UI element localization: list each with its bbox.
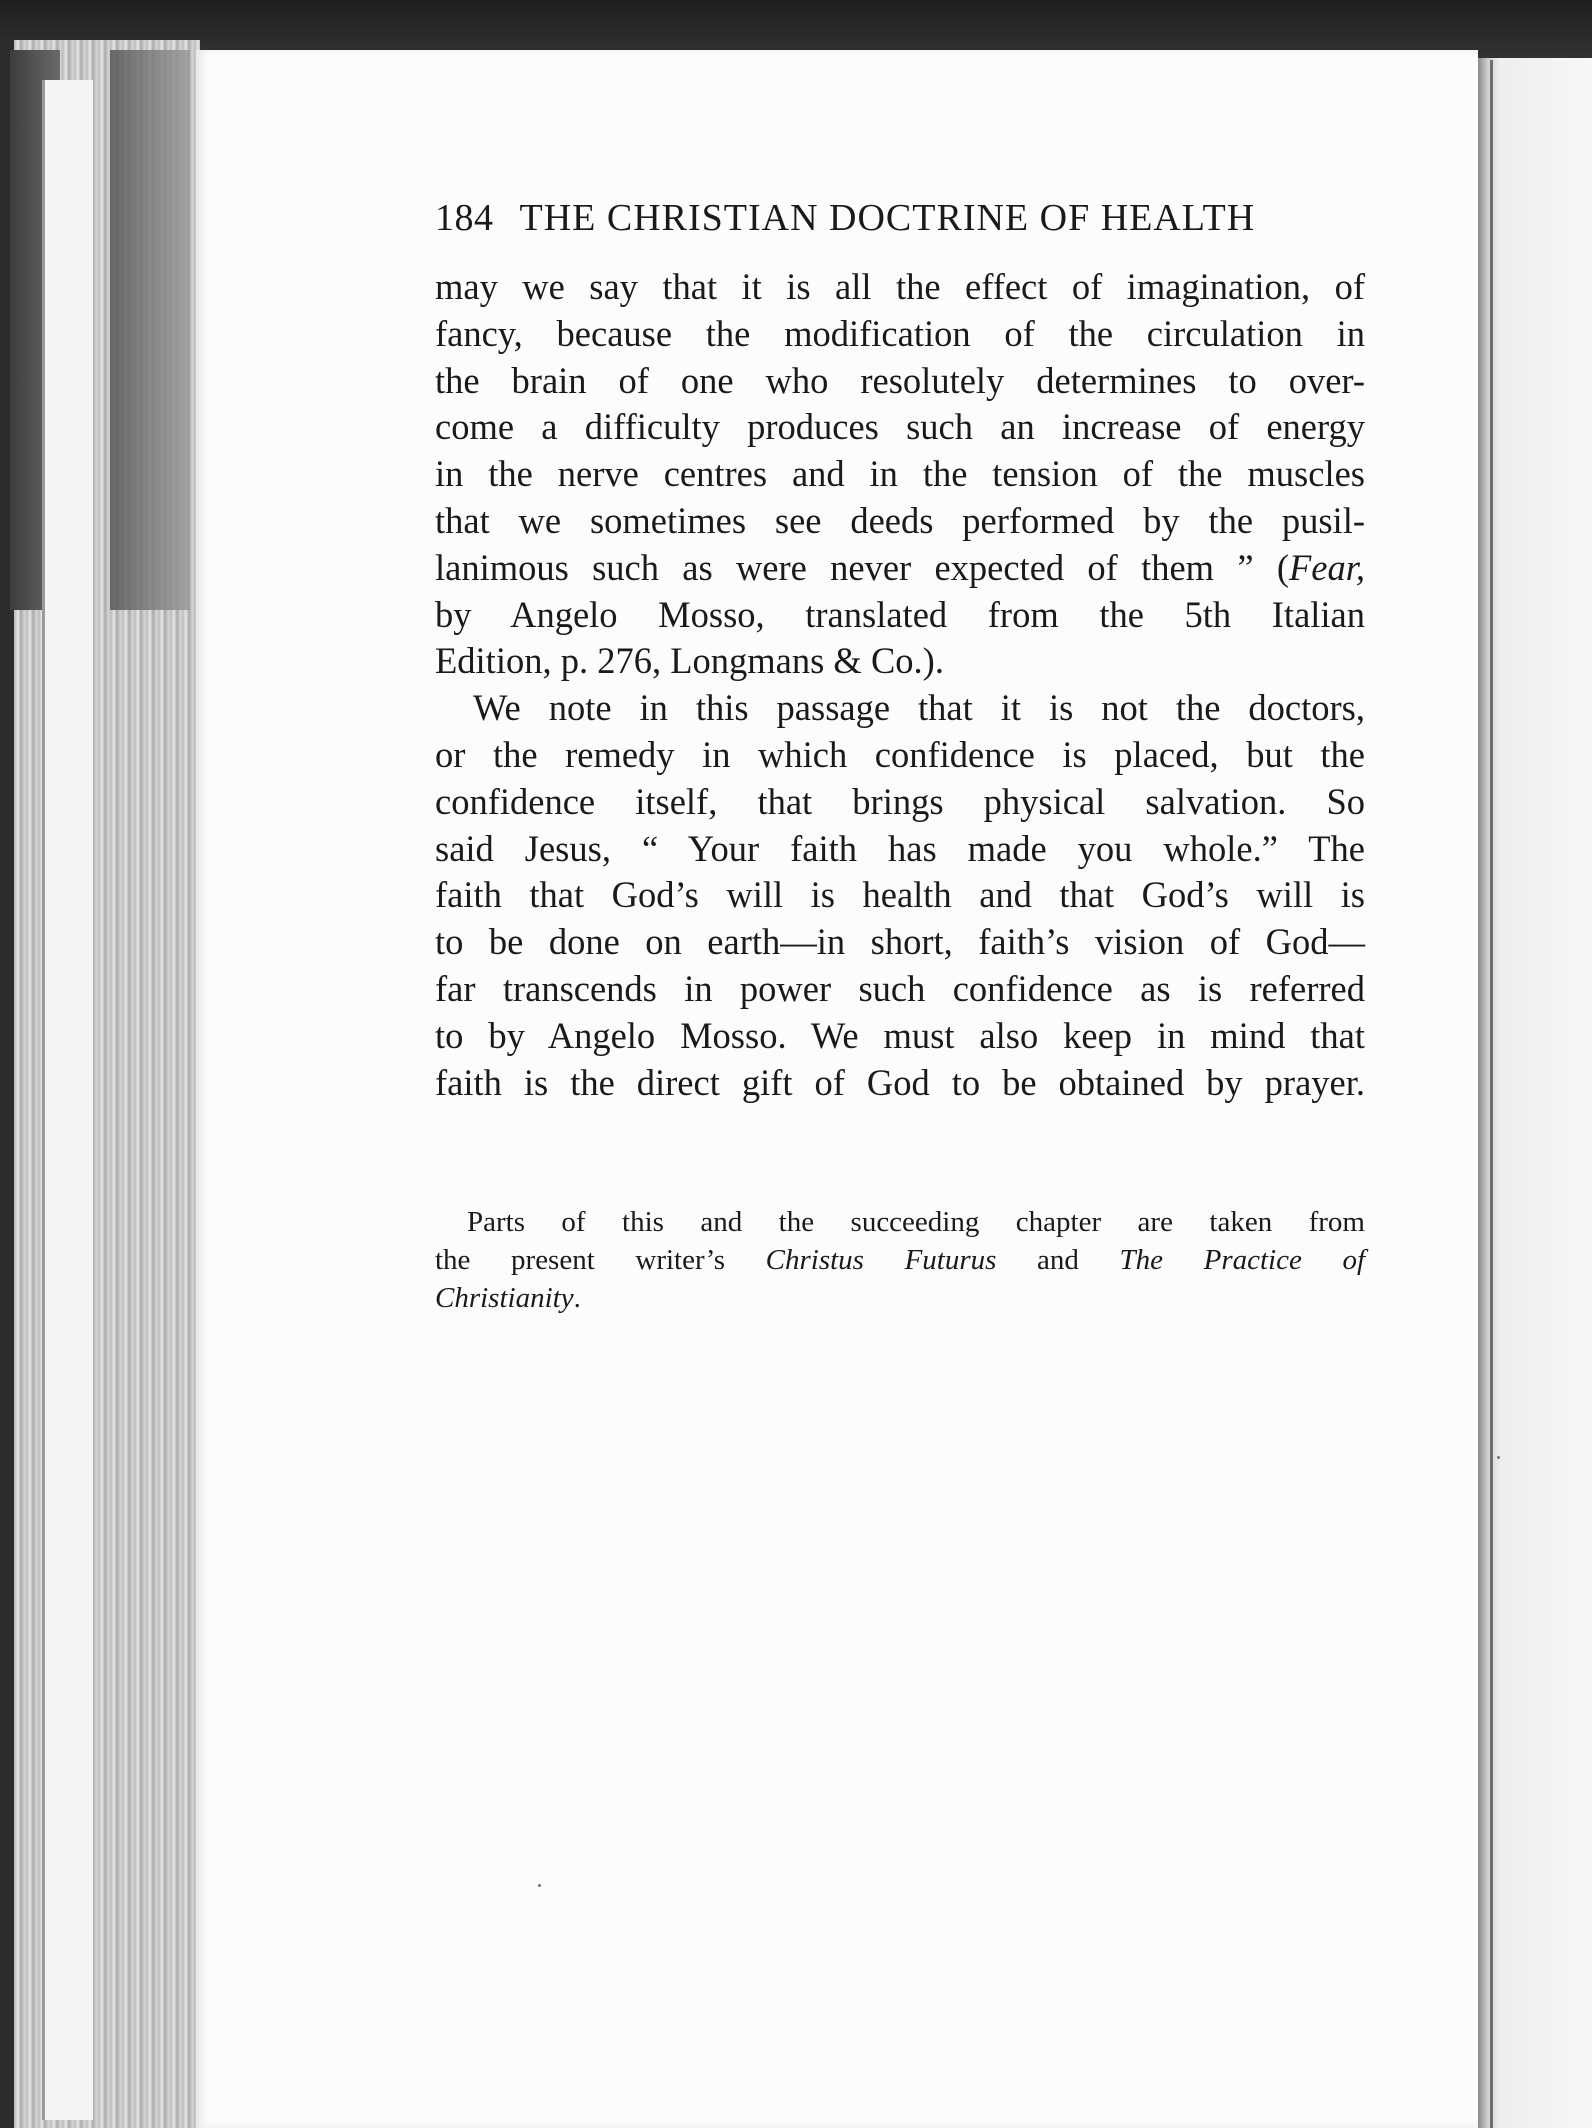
page-edge-shadow: [110, 50, 190, 610]
text-line: faith is the direct gift of God to be obtained by prayer.: [435, 1061, 1365, 1103]
text-line: in the nerve centres and in the tension of the muscles: [435, 453, 1365, 495]
text-fragment: (: [1276, 546, 1289, 588]
paragraph-1: [435, 264, 1365, 685]
paragraph-2: [435, 685, 1365, 1106]
text-fragment: and: [1037, 1244, 1079, 1276]
running-title: THE CHRISTIAN DOCTRINE OF HEALTH: [519, 197, 1256, 239]
footnote-line: Parts of this and the succeeding chapter are taken from: [467, 1206, 1365, 1238]
gutter-line: [1490, 60, 1493, 2128]
scan-speck: [538, 1884, 541, 1887]
text-line: that we sometimes see deeds performed by the pusil-: [435, 499, 1365, 541]
italic-title-practice: The Practice of: [1119, 1244, 1366, 1276]
text-line: by Angelo Mosso, translated from the 5th Italian: [435, 593, 1365, 635]
text-line: confidence itself, that brings physical salvation. So: [435, 780, 1365, 822]
text-fragment: lanimous such as were never expected of them ”: [435, 546, 1254, 588]
text-line: far transcends in power such confidence as is referred: [435, 967, 1365, 1009]
italic-title-christus-futurus: Christus Futurus: [765, 1244, 997, 1276]
text-line: or the remedy in which confidence is placed, but the: [435, 733, 1365, 775]
text-fragment: the present writer’s: [435, 1244, 726, 1276]
text-line: Edition, p. 276, Longmans & Co.).: [435, 640, 944, 682]
running-head: [435, 196, 1365, 256]
footnote: [435, 1203, 1365, 1317]
text-line: come a difficulty produces such an increase of energy: [435, 406, 1365, 448]
italic-title-fear: Fear,: [1288, 546, 1366, 588]
text-line: may we say that it is all the effect of imagination, of: [435, 266, 1365, 307]
flyleaf-edge: [42, 80, 93, 2120]
text-line: We note in this passage that it is not the doctors,: [473, 687, 1365, 729]
scan-speck: [1497, 1456, 1500, 1459]
facing-page-edge: [1478, 58, 1592, 2128]
text-line: the brain of one who resolutely determines to over-: [435, 359, 1365, 401]
page-number: 184: [435, 197, 494, 239]
text-line: to be done on earth—in short, faith’s vision of God—: [435, 921, 1365, 963]
text-line: fancy, because the modification of the circulation in: [435, 312, 1365, 354]
page-text-block: [435, 196, 1365, 1106]
text-line: [435, 545, 1365, 592]
text-fragment: .: [573, 1282, 581, 1314]
text-line: faith that God’s will is health and that God’s will is: [435, 874, 1365, 916]
text-line: said Jesus, “ Your faith has made you whole.” The: [435, 827, 1365, 869]
italic-title-christianity: Christianity: [435, 1282, 574, 1314]
footnote-line: [435, 1241, 1365, 1279]
text-line: to by Angelo Mosso. We must also keep in mind that: [435, 1014, 1365, 1056]
footnote-line: [435, 1279, 1365, 1317]
